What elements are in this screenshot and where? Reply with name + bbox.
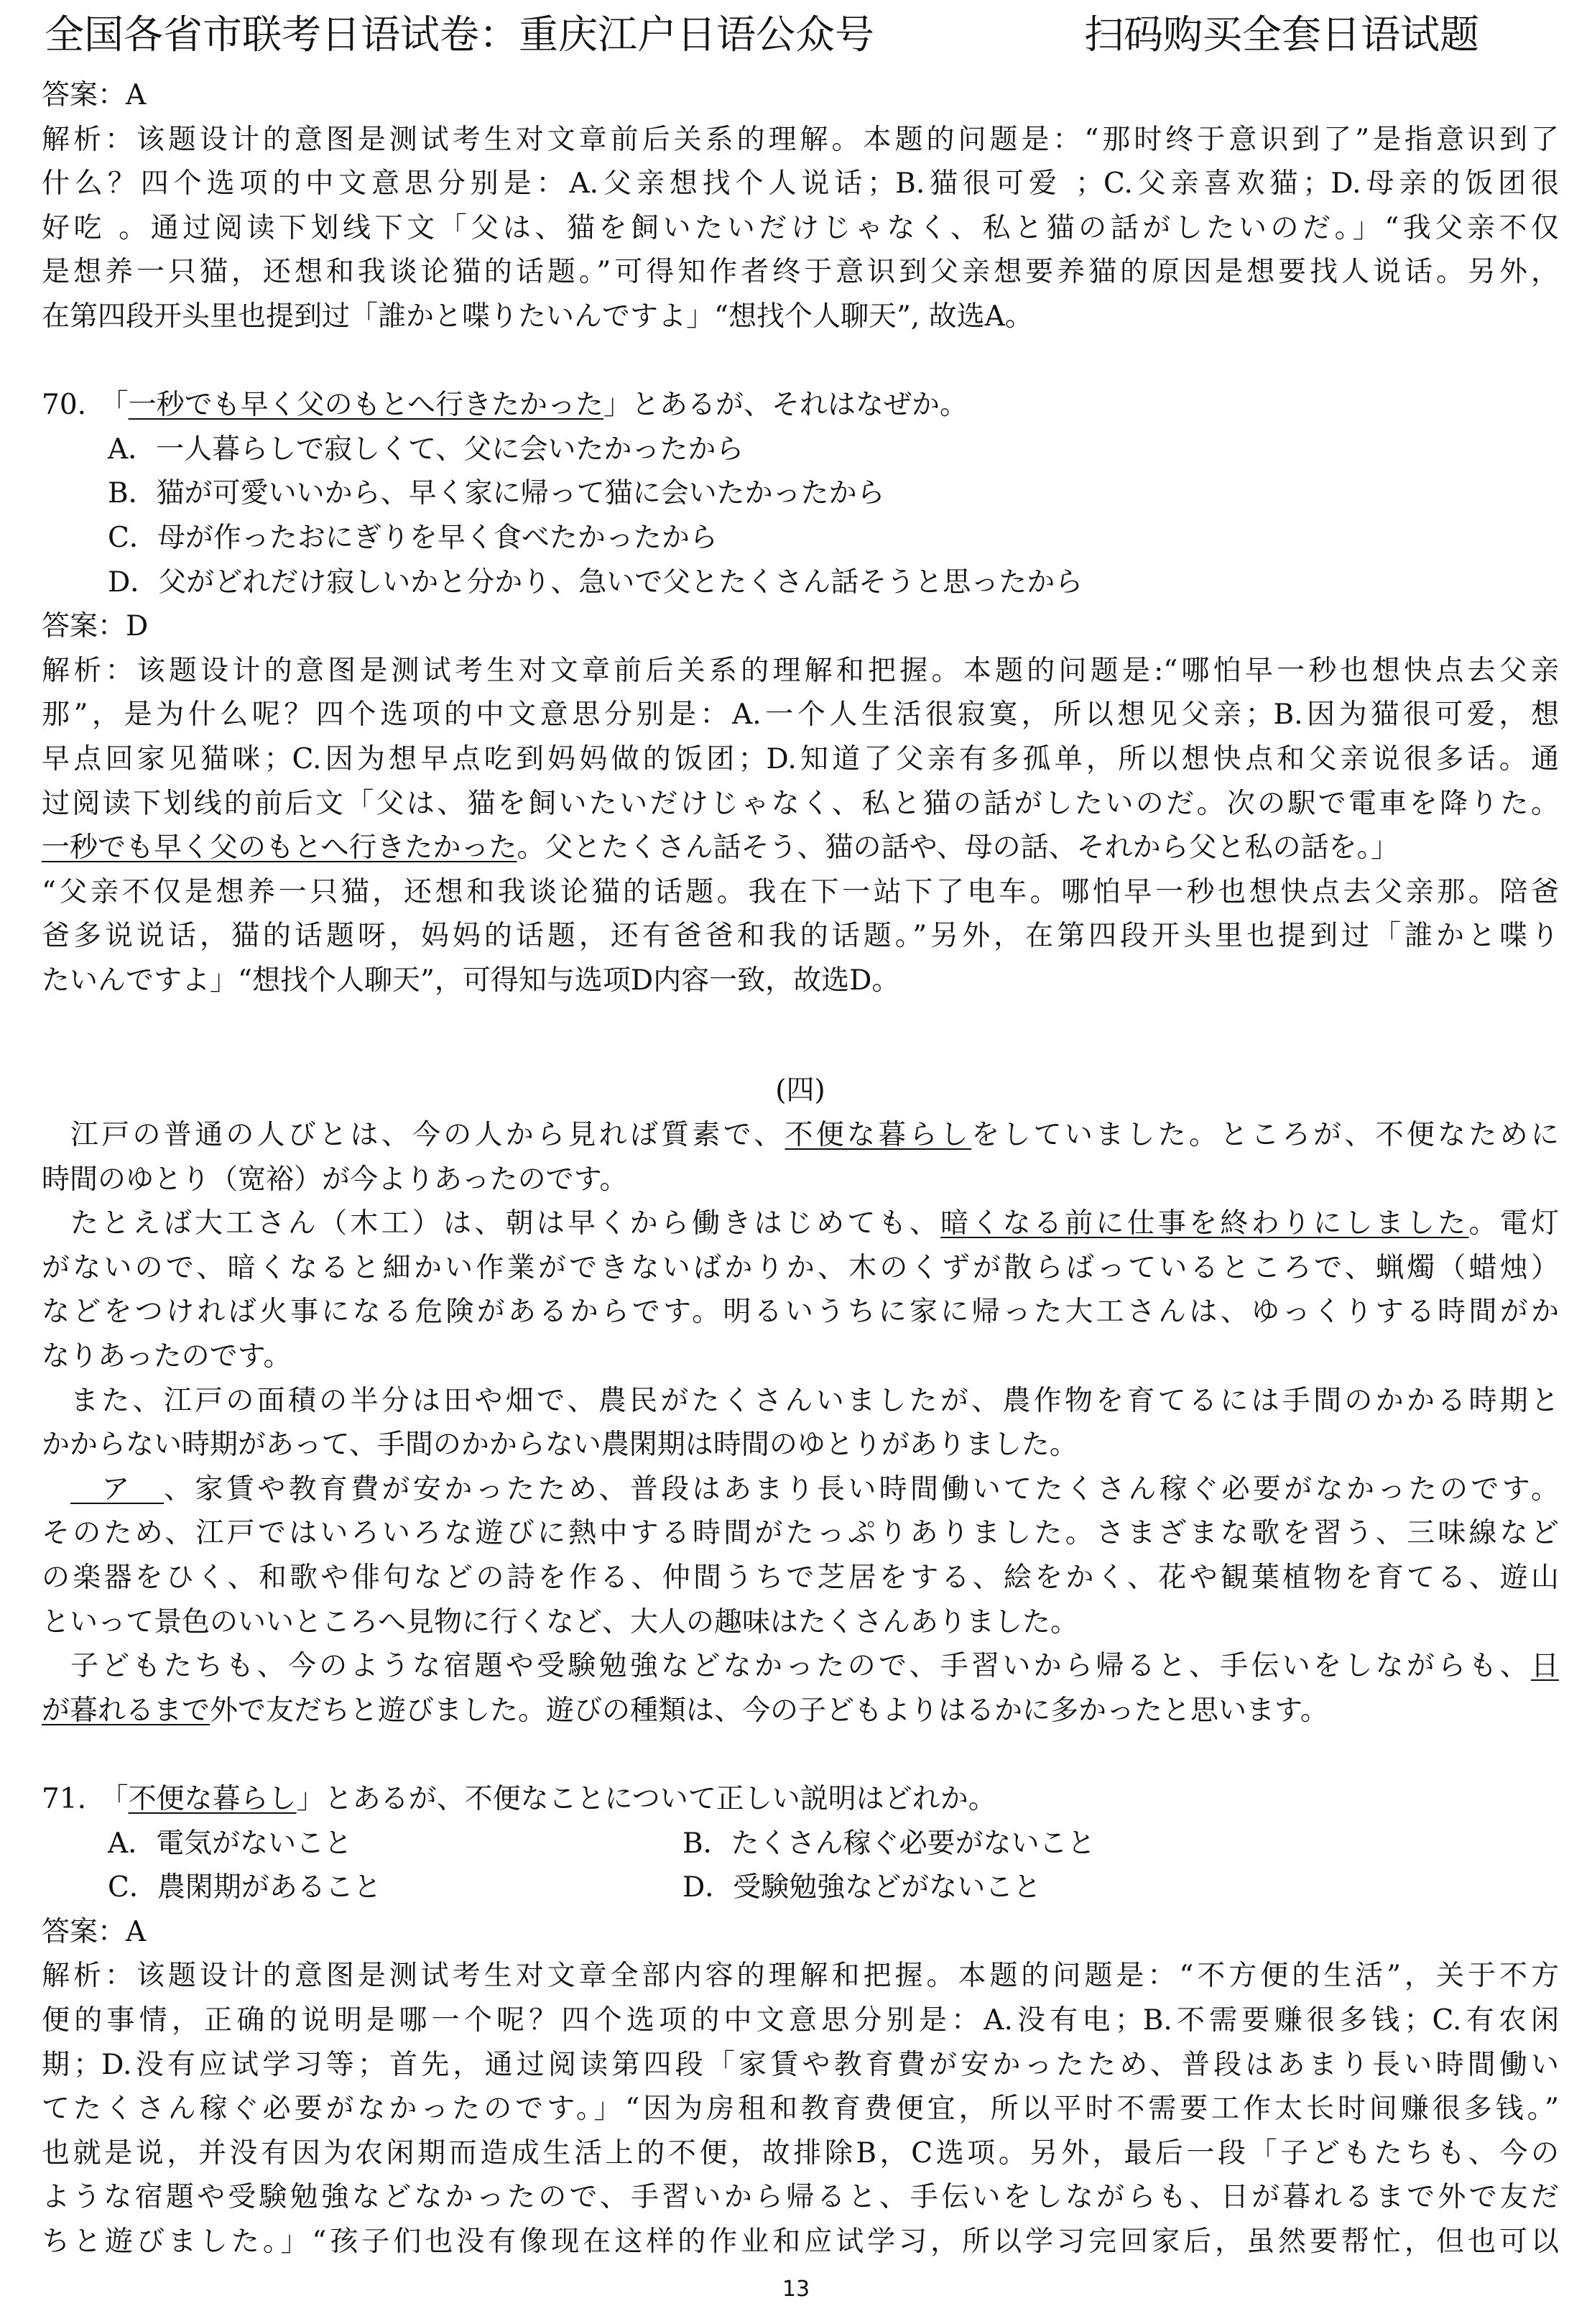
- q71-explanation-line: 解析：该题设计的意图是测试考生对文章全部内容的理解和把握。本题的问题是：“不方便的生活”，关于不方: [42, 1960, 1559, 1993]
- passage-line: がないので、暗くなると細かい作業ができないばかりか、木のくずが散らばっているところで、蝋燭（蜡烛）: [42, 1251, 1559, 1284]
- q71-explanation-line: 期；D.没有应试学习等；首先，通过阅读第四段「家賃や教育費が安かったため、普段はあまり長い時間働い: [42, 2048, 1559, 2081]
- q70-option-a: A．一人暮らしで寂しくて、父に会いたかったから: [108, 433, 744, 466]
- passage-line: かからない時期があって、手間のかからない農閑期は時間のゆとりがありました。: [42, 1429, 1078, 1462]
- header-title: 全国各省市联考日语试卷：重庆江户日语公众号: [45, 11, 875, 57]
- q69-answer: 答案：A: [42, 79, 147, 111]
- q70-explanation-line: たいんですよ」“想找个人聊天”，可得知与选项D内容一致，故选D。: [42, 964, 900, 997]
- q71-options-row: [42, 1822, 1559, 1866]
- passage-underlined-phrase: が暮れるまで: [42, 1694, 210, 1727]
- page-number: 13: [782, 2277, 810, 2302]
- q71-option-b: B．たくさん稼ぐ必要がないこと: [682, 1827, 1096, 1860]
- passage-line: そのため、江戸ではいろいろな遊びに熱中する時間がたっぷりありました。さまざまな歌を習う、三味線など: [42, 1517, 1559, 1550]
- q71-number: 71.: [42, 1782, 87, 1815]
- q71-explanation-line: 便的事情，正确的说明是哪一个呢？四个选项的中文意思分别是：A.没有电；B.不需要赚很多钱；C.有农闲: [42, 2003, 1559, 2037]
- q71-stem: 71. 「不便な暮らし」とあるが、不便なことについて正しい説明はどれか。: [42, 1782, 996, 1815]
- q70-option-c: C．母が作ったおにぎりを早く食べたかったから: [108, 521, 718, 554]
- passage-underlined-phrase: 不便な暮らし: [785, 1119, 972, 1152]
- q70-explanation-line: 早点回家见猫咪；C.因为想早点吃到妈妈做的饭团；D.知道了父亲有多孤单，所以想快点和父亲说很多话。通: [42, 742, 1559, 775]
- q71-option-a: A．電気がないこと: [108, 1827, 353, 1860]
- passage-line: また、江戸の面積の半分は田や畑で、農民がたくさんいましたが、農作物を育てるには手間のかかる時期と: [70, 1384, 1559, 1417]
- passage-line: などをつければ火事になる危険があるからです。明るいうちに家に帰った大工さんは、ゆっくりする時間がか: [42, 1296, 1559, 1329]
- passage-line: の楽器をひく、和歌や俳句などの詩を作る、仲間うちで芝居をする、絵をかく、花や観葉植物を育てる、遊山: [42, 1562, 1559, 1594]
- q71-option-d: D．受験勉強などがないこと: [682, 1871, 1042, 1904]
- q70-option-b: B．猫が可愛いいから、早く家に帰って猫に会いたかったから: [108, 477, 885, 510]
- passage-underlined-phrase: 暗くなる前に仕事を終わりにしました: [940, 1207, 1469, 1240]
- passage-line: 子どもたちも、今のような宿題や受験勉強などなかったので、手習いから帰ると、手伝いをしながらも、日: [70, 1650, 1559, 1683]
- passage-line: ア 、家賃や教育費が安かったため、普段はあまり長い時間働いてたくさん稼ぐ必要がなかったのです。: [70, 1472, 1559, 1505]
- passage-title: (四): [775, 1074, 825, 1107]
- blank-a: ア: [70, 1472, 165, 1505]
- q70-explanation-line: “父亲不仅是想养一只猫，还想和我谈论猫的话题。我在下一站下了电车。哪怕早一秒也想快点去父亲那。陪爸: [42, 875, 1559, 908]
- q70-explanation-line: 爸多说说话，猫的话题呀，妈妈的话题，还有爸爸和我的话题。”另外，在第四段开头里也提到过「誰かと喋り: [42, 920, 1559, 953]
- q69-explanation-line: 解析：该题设计的意图是测试考生对文章前后关系的理解。本题的问题是：“那时终于意识到了”是指意识到了: [42, 123, 1559, 156]
- q71-explanation-line: ような宿題や受験勉強などなかったので、手習いから帰ると、手伝いをしながらも、日が暮れるまで外で友だ: [42, 2181, 1559, 2214]
- q70-explanation-line: 解析：该题设计的意图是测试考生对文章前后关系的理解和把握。本题的问题是:“哪怕早一秒也想快点去父亲: [42, 654, 1559, 687]
- q69-explanation-line: 好吃 。通过阅读下划线下文「父は、猫を飼いたいだけじゃなく、私と猫の話がしたいのだ。」“我父亲不仅: [42, 211, 1559, 244]
- passage-line: 江戸の普通の人びとは、今の人から見れば質素で、不便な暮らしをしていました。ところが、不便なために: [70, 1119, 1559, 1152]
- q71-options-row: [42, 1866, 1559, 1910]
- passage-line: たとえば大工さん（木工）は、朝は早くから働きはじめても、暗くなる前に仕事を終わりにしました。電灯: [70, 1207, 1559, 1240]
- q71-answer: 答案：A: [42, 1915, 147, 1948]
- q71-explanation-line: てたくさん稼ぐ必要がなかったのです。」“因为房租和教育费便宜，所以平时不需要工作太长时间赚很多钱。”: [42, 2093, 1559, 2126]
- document-body: [42, 73, 1559, 2264]
- q70-explanation-line: 一秒でも早く父のもとへ行きたかった。父とたくさん話そう、猫の話や、母の話、それから父と私の話を。」: [42, 831, 1399, 864]
- q69-explanation-line: 什么？四个选项的中文意思分别是：A.父亲想找个人说话；B.猫很可爱 ；C.父亲喜欢猫；D.母亲的饭团很: [42, 167, 1559, 200]
- q70-option-d: D．父がどれだけ寂しいかと分かり、急いで父とたくさん話そうと思ったから: [108, 566, 1083, 599]
- q70-stem: 70. 「一秒でも早く父のもとへ行きたかった」とあるが、それはなぜか。: [42, 389, 968, 422]
- q71-underlined-phrase: 不便な暮らし: [128, 1782, 297, 1815]
- q71-explanation-line: 也就是说，并没有因为农闲期而造成生活上的不便，故排除B，C选项。另外，最后一段「子どもたちも、今の: [42, 2136, 1559, 2169]
- q69-explanation-line: 在第四段开头里也提到过「誰かと喋りたいんですよ」“想找个人聊天”, 故选A。: [42, 300, 1033, 333]
- q69-explanation-line: 是想养一只猫，还想和我谈论猫的话题。”可得知作者终于意识到父亲想要养猫的原因是想要找人说话。另外，: [42, 256, 1559, 289]
- passage-line: といって景色のいいところへ見物に行くなど、大人の趣味はたくさんありました。: [42, 1605, 1079, 1638]
- q71-option-c: C．農閑期があること: [108, 1871, 381, 1904]
- header-promo: 扫码购买全套日语试题: [1084, 11, 1480, 57]
- passage-line: 時間のゆとり（宽裕）が今よりあったのです。: [42, 1163, 628, 1196]
- q70-answer: 答案：D: [42, 610, 149, 643]
- passage-line: が暮れるまで外で友だちと遊びました。遊びの種類は、今の子どもよりはるかに多かったと思います。: [42, 1694, 1328, 1727]
- q70-explanation-line: 那”，是为什么呢？四个选项的中文意思分别是：A.一个人生活很寂寞，所以想见父亲；B.因为猫很可爱，想: [42, 698, 1559, 732]
- q70-underlined-phrase: 一秒でも早く父のもとへ行きたかった: [128, 389, 604, 422]
- q70-number: 70.: [42, 389, 87, 422]
- q70-explanation-line: 过阅读下划线的前后文「父は、猫を飼いたいだけじゃなく、私と猫の話がしたいのだ。次の駅で電車を降りた。: [42, 787, 1559, 820]
- q71-explanation-line: ちと遊びました。」“孩子们也没有像现在这样的作业和应试学习，所以学习完回家后，虽然要帮忙，但也可以: [42, 2225, 1559, 2258]
- page-header: [45, 4, 1553, 65]
- passage-line: なりあったのです。: [42, 1340, 292, 1373]
